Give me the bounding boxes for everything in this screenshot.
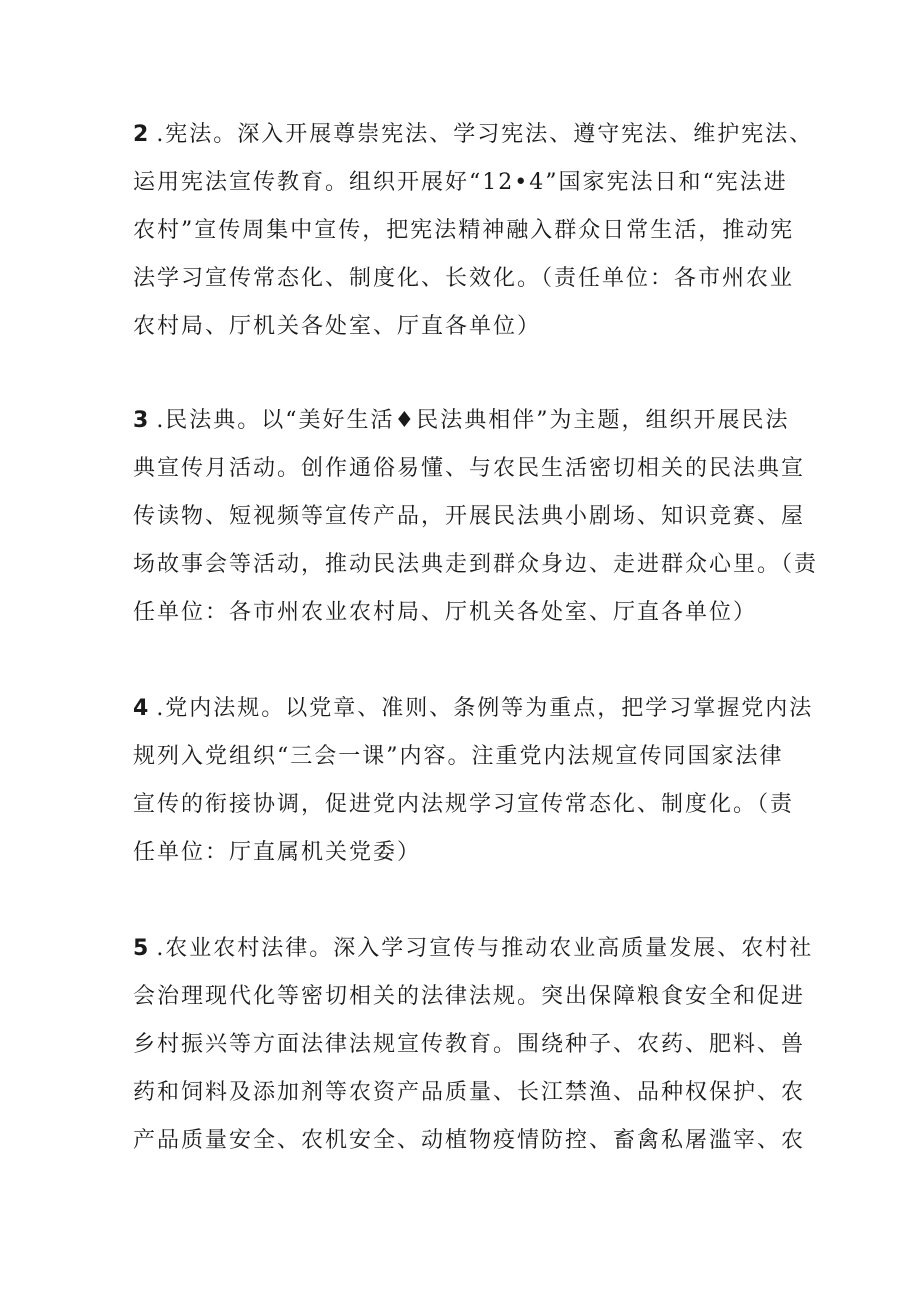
item-number: 3	[133, 408, 151, 433]
paragraph-line: 宣传的衔接协调，促进党内法规学习宣传常态化、制度化。（责	[133, 792, 795, 817]
paragraph-constitution	[133, 111, 814, 351]
paragraph-line: 产品质量安全、农机安全、动植物疫情防控、畜禽私屠滥宰、农	[133, 1128, 806, 1153]
paragraph-line: 农村局、厅机关各处室、厅直各单位）	[133, 314, 542, 339]
paragraph-line: 会治理现代化等密切相关的法律法规。突出保障粮食安全和促进	[133, 984, 806, 1009]
paragraph-line	[133, 925, 814, 973]
paragraph-line: 药和饲料及添加剂等农资产品质量、长江禁渔、品种权保护、农	[133, 1080, 806, 1105]
paragraph-party-regulations	[133, 685, 814, 877]
paragraph-line	[133, 397, 803, 445]
line-text: .党内法规。以党章、准则、条例等为重点，把学习掌握党内法	[156, 696, 814, 721]
line-text: .宪法。深入开展尊崇宪法、学习宪法、遵守宪法、维护宪法、	[156, 122, 814, 147]
line-text: .民法典。以“美好生活♦民法典相伴”为主题，组织开展民法	[156, 408, 790, 433]
paragraph-civil-code	[133, 397, 819, 637]
paragraph-line: 典宣传月活动。创作通俗易懂、与农民生活密切相关的民法典宣	[133, 456, 806, 481]
paragraph-line: 规列入党组织“三会一课”内容。注重党内法规宣传同国家法律	[133, 744, 784, 769]
paragraph-line: 传读物、短视频等宣传产品，开展民法典小剧场、知识竞赛、屋	[133, 504, 806, 529]
item-number: 5	[133, 936, 151, 961]
paragraph-agriculture-law	[133, 925, 814, 1165]
paragraph-line: 乡村振兴等方面法律法规宣传教育。围绕种子、农药、肥料、兽	[133, 1032, 806, 1057]
paragraph-line: 农村”宣传周集中宣传，把宪法精神融入群众日常生活，推动宪	[133, 218, 795, 243]
paragraph-line: 场故事会等活动，推动民法典走到群众身边、走进群众心里。（责	[133, 552, 819, 577]
paragraph-line	[133, 111, 814, 159]
paragraph-line: 任单位：各市州农业农村局、厅机关各处室、厅直各单位）	[133, 600, 758, 625]
paragraph-line	[133, 685, 814, 733]
item-number: 2	[133, 122, 151, 147]
item-number: 4	[133, 696, 151, 721]
paragraph-line: 运用宪法宣传教育。组织开展好“12•4”国家宪法日和“宪法进	[133, 170, 788, 195]
line-text: .农业农村法律。深入学习宣传与推动农业高质量发展、农村社	[156, 936, 814, 961]
paragraph-line: 法学习宣传常态化、制度化、长效化。（责任单位：各市州农业	[133, 266, 795, 291]
paragraph-line: 任单位：厅直属机关党委）	[133, 840, 422, 865]
